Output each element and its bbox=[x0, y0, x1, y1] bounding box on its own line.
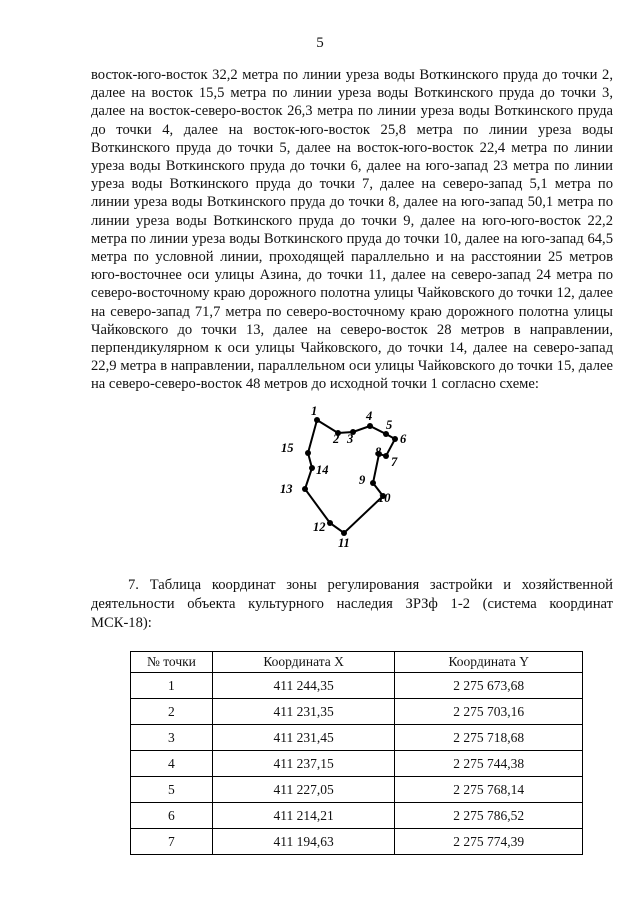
cell-coordinate-y: 2 275 703,16 bbox=[395, 699, 583, 725]
cell-coordinate-x: 411 237,15 bbox=[212, 751, 395, 777]
table-row bbox=[131, 751, 583, 777]
point-label-14: 14 bbox=[316, 463, 329, 477]
header-coordinate-x: Координата X bbox=[212, 652, 395, 673]
cell-coordinate-x: 411 227,05 bbox=[212, 777, 395, 803]
cell-coordinate-x: 411 231,45 bbox=[212, 725, 395, 751]
point-label-10: 10 bbox=[378, 491, 391, 505]
section-heading: 7. Таблица координат зоны регулирования застройки и хозяйственной деятельности объекта культурного наследия ЗРЗф 1-2 (система координат МСК-18): bbox=[91, 577, 613, 631]
boundary-point bbox=[309, 465, 315, 471]
point-label-15: 15 bbox=[281, 441, 294, 455]
point-label-13: 13 bbox=[280, 482, 293, 496]
cell-point-number: 4 bbox=[131, 751, 213, 777]
table-header-row bbox=[131, 652, 583, 673]
cell-coordinate-y: 2 275 718,68 bbox=[395, 725, 583, 751]
coordinates-table bbox=[130, 651, 583, 855]
boundary-point bbox=[305, 450, 311, 456]
cell-coordinate-y: 2 275 774,39 bbox=[395, 829, 583, 855]
cell-coordinate-x: 411 214,21 bbox=[212, 803, 395, 829]
point-label-1: 1 bbox=[311, 404, 318, 418]
zone-boundary-scheme bbox=[262, 398, 422, 558]
header-point-number: № точки bbox=[131, 652, 213, 673]
boundary-description: восток-юго-восток 32,2 метра по линии уреза воды Воткинского пруда до точки 2, далее на восток 15,5 метра по линии уреза воды Воткинского пруда до точки 3, далее на восток-северо-восток 26,3 метра по линии уреза воды Воткинского пруда до точки 4, далее на восток-юго-восток 25,8 метра по линии уреза воды Воткинского пруда до точки 5, далее на восток-юго-восток 22,4 метра по линии уреза воды Воткинского пруда до точки 6, далее на юго-запад 23 метра по линии уреза воды Воткинского пруда до точки 7, далее на северо-запад 5,1 метра по линии уреза воды Воткинского пруда до точки 8, далее на юго-запад 50,1 метра по линии уреза воды Воткинского пруда до точки 9, далее на юго-юго-восток 22,2 метра по линии уреза воды Воткинского пруда до точки 10, далее на юго-запад 64,5 метра по условной линии, проходящей параллельно и на расстоянии 25 метров юго-восточнее оси улицы Азина, до точки 11, далее на северо-запад 24 метра по северо-восточному краю дорожного полотна улицы Чайковского до точки 12, далее на северо-запад 71,7 метра по северо-восточному краю дорожного полотна улицы Чайковского до точки 13, далее на северо-восток 28 метров в направлении, перпендикулярном к оси улицы Чайковского, до точки 14, далее на северо-запад 22,9 метра в направлении, параллельном оси улицы Чайковского до точки 15, далее на северо-северо-восток 48 метров до исходной точки 1 согласно схеме: bbox=[91, 67, 613, 393]
point-label-9: 9 bbox=[359, 473, 366, 487]
cell-coordinate-y: 2 275 673,68 bbox=[395, 673, 583, 699]
table-row bbox=[131, 673, 583, 699]
header-coordinate-y: Координата Y bbox=[395, 652, 583, 673]
cell-coordinate-x: 411 231,35 bbox=[212, 699, 395, 725]
table-row bbox=[131, 777, 583, 803]
point-label-5: 5 bbox=[386, 418, 393, 432]
point-label-6: 6 bbox=[400, 432, 407, 446]
cell-point-number: 2 bbox=[131, 699, 213, 725]
boundary-point bbox=[367, 423, 373, 429]
cell-point-number: 5 bbox=[131, 777, 213, 803]
boundary-point bbox=[392, 436, 398, 442]
cell-point-number: 1 bbox=[131, 673, 213, 699]
cell-coordinate-y: 2 275 786,52 bbox=[395, 803, 583, 829]
point-label-3: 3 bbox=[347, 432, 354, 446]
cell-point-number: 3 bbox=[131, 725, 213, 751]
table-row bbox=[131, 803, 583, 829]
point-label-11: 11 bbox=[338, 536, 350, 550]
boundary-point bbox=[327, 520, 333, 526]
point-label-12: 12 bbox=[313, 520, 326, 534]
cell-coordinate-y: 2 275 768,14 bbox=[395, 777, 583, 803]
boundary-point bbox=[383, 453, 389, 459]
point-label-4: 4 bbox=[366, 409, 373, 423]
point-label-2: 2 bbox=[333, 432, 340, 446]
page-number: 5 bbox=[316, 35, 324, 51]
cell-coordinate-y: 2 275 744,38 bbox=[395, 751, 583, 777]
cell-coordinate-x: 411 194,63 bbox=[212, 829, 395, 855]
point-label-8: 8 bbox=[375, 445, 382, 459]
point-label-7: 7 bbox=[391, 455, 398, 469]
boundary-point bbox=[370, 480, 376, 486]
boundary-point bbox=[302, 486, 308, 492]
cell-point-number: 7 bbox=[131, 829, 213, 855]
cell-coordinate-x: 411 244,35 bbox=[212, 673, 395, 699]
table-row bbox=[131, 725, 583, 751]
table-row bbox=[131, 699, 583, 725]
table-row bbox=[131, 829, 583, 855]
cell-point-number: 6 bbox=[131, 803, 213, 829]
